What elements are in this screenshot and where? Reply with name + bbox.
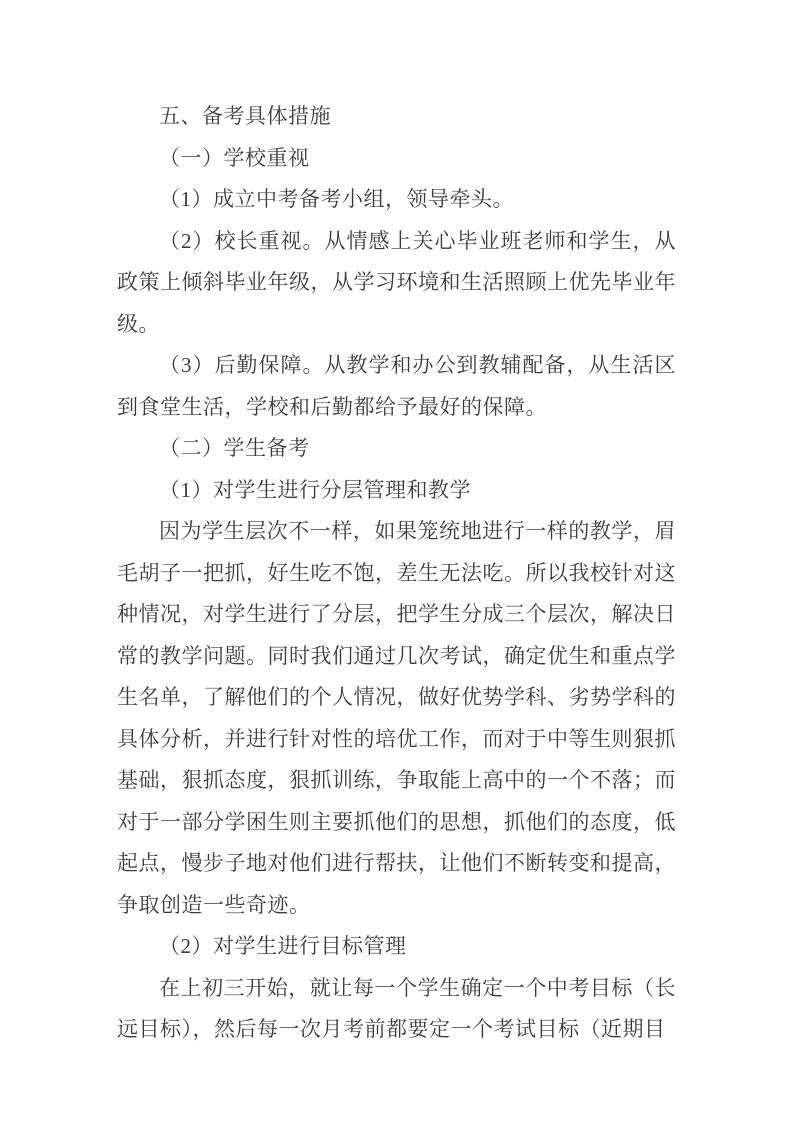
document-body <box>117 96 676 1051</box>
heading-school-attention: （一）学校重视 <box>159 145 310 170</box>
heading-section-five: 五、备考具体措施 <box>159 104 331 128</box>
item-setup-exam-prep-group: （1）成立中考备考小组，领导牵头。 <box>159 187 514 211</box>
para-tiered-teaching-detail: 因为学生层次不一样，如果笼统地进行一样的教学，眉毛胡子一把抓，好生吃不饱，差生无法吃。所以我校针对这种情况，对学生进行了分层，把学生分成三个层次，解决日常的教学问题。同时我们通过几次考试，确定优生和重点学生名单，了解他们的个人情况，做好优势学科、劣势学科的具体分析，并进行针对性的培优工作，而对于中等生则狠抓基础，狠抓态度，狠抓训练，争取能上高中的一个不落；而对于一部分学困生则主要抓他们的思想，抓他们的态度，低起点，慢步子地对他们进行帮扶，让他们不断转变和提高，争取创造一些奇迹。 <box>117 519 676 917</box>
para-goal-setting: 在上初三开始，就让每一个学生确定一个中考目标（长远目标），然后每一次月考前都要定一个考试目标（近期目 <box>117 975 676 1041</box>
item-goal-management-heading: （2）对学生进行目标管理 <box>159 934 407 958</box>
item-principal-attention: （2）校长重视。从情感上关心毕业班老师和学生，从政策上倾斜毕业年级，从学习环境和生活照顾上优先毕业年级。 <box>117 228 676 336</box>
item-logistics-support: （3）后勤保障。从教学和办公到教辅配备，从生活区到食堂生活，学校和后勤都给予最好的保障。 <box>117 353 676 419</box>
heading-student-preparation: （二）学生备考 <box>159 436 310 460</box>
item-tiered-management-heading: （1）对学生进行分层管理和教学 <box>159 477 471 502</box>
